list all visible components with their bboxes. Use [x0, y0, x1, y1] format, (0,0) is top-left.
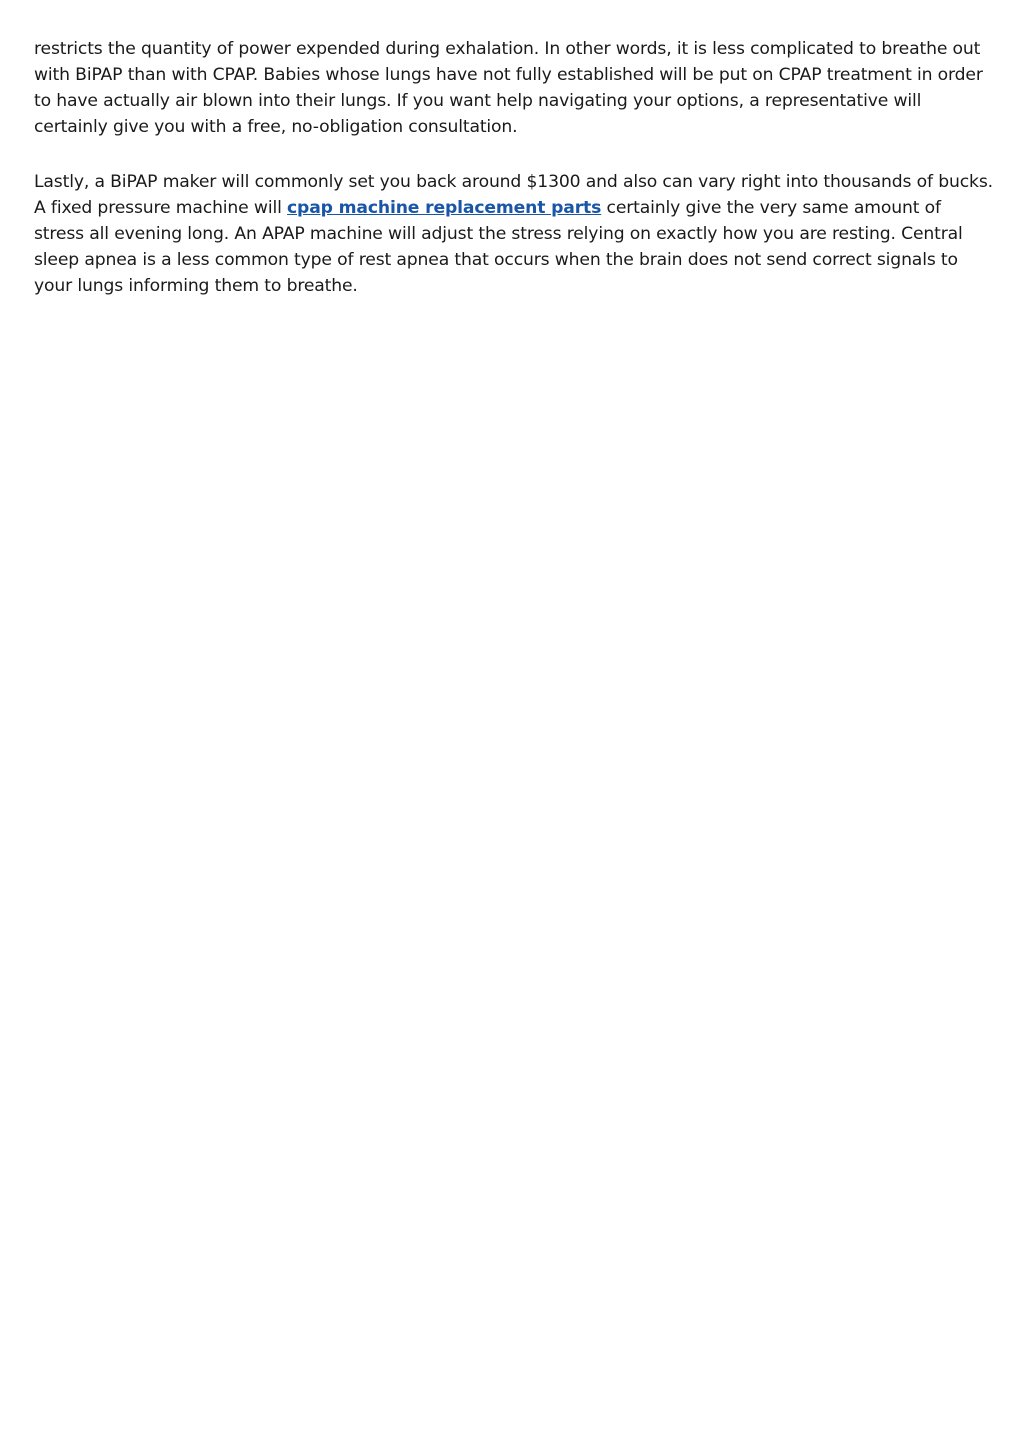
paragraph-text: restricts the quantity of power expended during exhalation. In other words, it is less complicated to breathe out with BiPAP than with CPAP. Babies whose lungs have not fully established will be put on CPAP treatment in order to have actually air blown into their lungs. If you want help navigating your options, a representative will certainly give you with a free, no-obligation consultation. — [34, 39, 983, 137]
paragraph-bipap-cost — [34, 169, 994, 299]
paragraph-bipap-exhalation — [34, 36, 994, 140]
cpap-replacement-parts-link[interactable]: cpap machine replacement parts — [287, 198, 602, 218]
paragraph-text-before-link: Lastly, a BiPAP maker will commonly set you back around $1300 and also can vary right into thousands of bucks. A fixed pressure machine will — [34, 172, 993, 218]
document-body — [34, 36, 994, 328]
paragraph-text-after-link: certainly give the very same amount of stress all evening long. An APAP machine will adjust the stress relying on exactly how you are resting. Central sleep apnea is a less common type of rest apnea that occurs when the brain does not send correct signals to your lungs informing them to breathe. — [34, 198, 963, 296]
